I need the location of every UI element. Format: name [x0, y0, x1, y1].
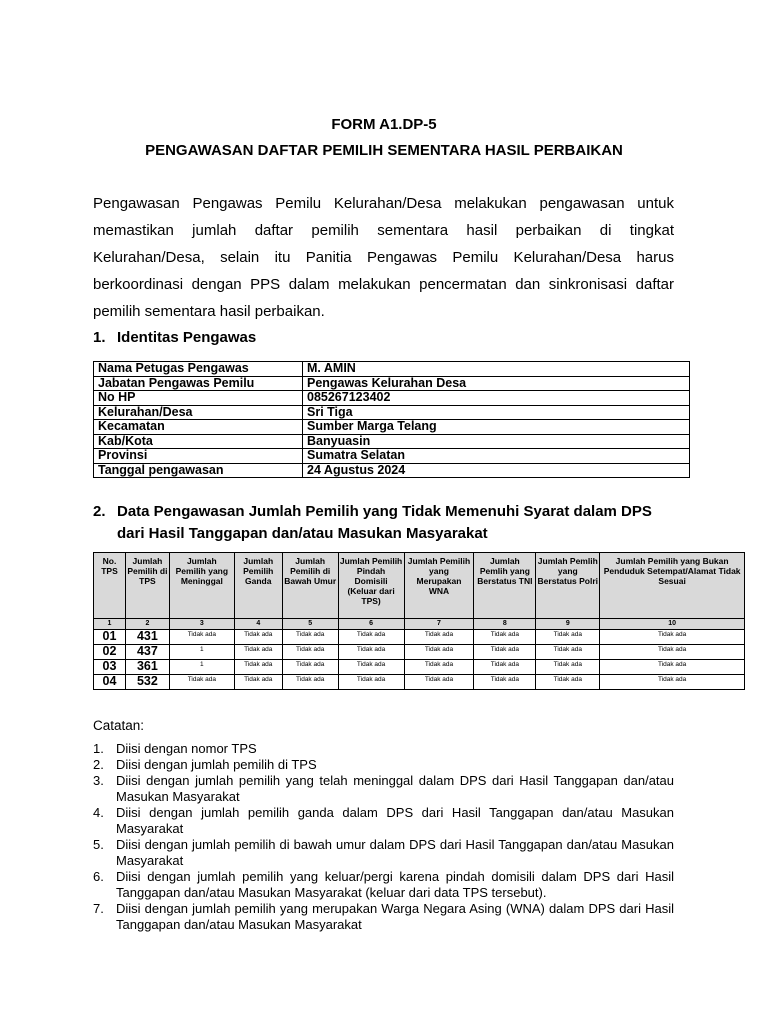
note-item [93, 773, 674, 805]
cell-polri: Tidak ada [536, 645, 600, 660]
col-header-deceased: Jumlah Pemilih yang Meninggal [169, 553, 234, 619]
cell-non-resident: Tidak ada [600, 645, 745, 660]
column-index: 7 [404, 619, 474, 630]
column-index: 5 [282, 619, 338, 630]
table-row [94, 645, 745, 660]
cell-tps: 03 [94, 660, 126, 675]
column-index: 1 [94, 619, 126, 630]
identity-label: Kab/Kota [94, 434, 303, 449]
section-2-number: 2. [93, 503, 106, 520]
cell-underage: Tidak ada [282, 660, 338, 675]
cell-underage: Tidak ada [282, 630, 338, 645]
identity-value: 085267123402 [303, 391, 690, 406]
cell-deceased: 1 [169, 660, 234, 675]
cell-polri: Tidak ada [536, 660, 600, 675]
note-text: Diisi dengan jumlah pemilih di bawah umur dalam DPS dari Hasil Tanggapan dan/atau Masukan Masyarakat [116, 837, 674, 868]
column-index: 10 [600, 619, 745, 630]
note-text: Diisi dengan jumlah pemilih ganda dalam DPS dari Hasil Tanggapan dan/atau Masukan Masyarakat [116, 805, 674, 836]
identity-row [94, 362, 690, 377]
cell-moved: Tidak ada [338, 645, 404, 660]
cell-tni: Tidak ada [474, 660, 536, 675]
cell-duplicate: Tidak ada [234, 630, 282, 645]
column-index: 6 [338, 619, 404, 630]
column-index: 8 [474, 619, 536, 630]
col-header-moved: Jumlah Pemilih Pindah Domisili (Keluar dari TPS) [338, 553, 404, 619]
table-row [94, 660, 745, 675]
intro-paragraph: Pengawasan Pengawas Pemilu Kelurahan/Desa melakukan pengawasan untuk memastikan jumlah daftar pemilih sementara hasil perbaikan di tingkat Kelurahan/Desa, selain itu Panitia Pengawas Pemilu Kelurahan/Desa harus berkoordinasi dengan PPS dalam melakukan pencermatan dan sinkronisasi daftar pemilih sementara hasil perbaikan. [93, 195, 674, 320]
cell-underage: Tidak ada [282, 675, 338, 690]
identity-value: Pengawas Kelurahan Desa [303, 376, 690, 391]
cell-moved: Tidak ada [338, 630, 404, 645]
note-number: 7. [93, 901, 104, 916]
note-number: 2. [93, 757, 104, 772]
note-item [93, 757, 674, 773]
cell-duplicate: Tidak ada [234, 645, 282, 660]
col-header-duplicate: Jumlah Pemilih Ganda [234, 553, 282, 619]
voter-data-table [93, 552, 745, 690]
identity-row [94, 405, 690, 420]
cell-non-resident: Tidak ada [600, 660, 745, 675]
form-code: FORM A1.DP-5 [331, 116, 437, 133]
column-index: 9 [536, 619, 600, 630]
identity-value: M. AMIN [303, 362, 690, 377]
identity-label: Provinsi [94, 449, 303, 464]
col-header-wna: Jumlah Pemilih yang Merupakan WNA [404, 553, 474, 619]
identity-row [94, 420, 690, 435]
identity-label: Kecamatan [94, 420, 303, 435]
form-title: PENGAWASAN DAFTAR PEMILIH SEMENTARA HASIL PERBAIKAN [145, 142, 623, 159]
col-header-underage: Jumlah Pemilih di Bawah Umur [282, 553, 338, 619]
identity-label: Tanggal pengawasan [94, 463, 303, 478]
cell-tps: 04 [94, 675, 126, 690]
cell-wna: Tidak ada [404, 645, 474, 660]
cell-polri: Tidak ada [536, 675, 600, 690]
identity-value: 24 Agustus 2024 [303, 463, 690, 478]
cell-tni: Tidak ada [474, 630, 536, 645]
identity-row [94, 463, 690, 478]
col-header-non-resident: Jumlah Pemilih yang Bukan Penduduk Setempat/Alamat Tidak Sesuai [600, 553, 745, 619]
cell-tni: Tidak ada [474, 645, 536, 660]
note-number: 6. [93, 869, 104, 884]
cell-non-resident: Tidak ada [600, 675, 745, 690]
cell-total: 361 [125, 660, 169, 675]
cell-tps: 01 [94, 630, 126, 645]
cell-total: 532 [125, 675, 169, 690]
note-text: Diisi dengan jumlah pemilih yang keluar/pergi karena pindah domisili dalam DPS dari Hasil Tanggapan dan/atau Masukan Masyarakat (keluar dari data TPS tersebut). [116, 869, 674, 900]
identity-label: Jabatan Pengawas Pemilu [94, 376, 303, 391]
section-1-heading [93, 327, 693, 349]
column-index-row [94, 619, 745, 630]
cell-moved: Tidak ada [338, 660, 404, 675]
identity-label: Kelurahan/Desa [94, 405, 303, 420]
note-number: 4. [93, 805, 104, 820]
col-header-tni: Jumlah Pemlih yang Berstatus TNI [474, 553, 536, 619]
section-1-number: 1. [93, 329, 106, 346]
col-header-total: Jumlah Pemilih di TPS [125, 553, 169, 619]
identity-row [94, 449, 690, 464]
cell-tps: 02 [94, 645, 126, 660]
identity-label: No HP [94, 391, 303, 406]
identity-row [94, 376, 690, 391]
identity-row [94, 391, 690, 406]
cell-non-resident: Tidak ada [600, 630, 745, 645]
cell-wna: Tidak ada [404, 675, 474, 690]
table-row [94, 675, 745, 690]
col-header-tps: No. TPS [94, 553, 126, 619]
identity-value: Sumber Marga Telang [303, 420, 690, 435]
identity-value: Sumatra Selatan [303, 449, 690, 464]
cell-deceased: 1 [169, 645, 234, 660]
cell-duplicate: Tidak ada [234, 675, 282, 690]
section-2-title: Data Pengawasan Jumlah Pemilih yang Tidak Memenuhi Syarat dalam DPS dari Hasil Tanggapan dan/atau Masukan Masyarakat [117, 503, 652, 542]
cell-total: 431 [125, 630, 169, 645]
note-item [93, 901, 674, 933]
cell-moved: Tidak ada [338, 675, 404, 690]
identity-row [94, 434, 690, 449]
note-number: 3. [93, 773, 104, 788]
note-number: 5. [93, 837, 104, 852]
section-2-heading [93, 501, 683, 545]
notes-label: Catatan: [93, 718, 145, 733]
cell-wna: Tidak ada [404, 660, 474, 675]
identity-value: Sri Tiga [303, 405, 690, 420]
note-text: Diisi dengan jumlah pemilih yang merupakan Warga Negara Asing (WNA) dalam DPS dari Hasil Tanggapan dan/atau Masukan Masyarakat [116, 901, 674, 932]
note-item [93, 741, 674, 757]
identity-table [93, 361, 690, 478]
table-header-row [94, 553, 745, 619]
cell-total: 437 [125, 645, 169, 660]
note-text: Diisi dengan nomor TPS [116, 741, 257, 756]
note-text: Diisi dengan jumlah pemilih di TPS [116, 757, 317, 772]
cell-duplicate: Tidak ada [234, 660, 282, 675]
cell-polri: Tidak ada [536, 630, 600, 645]
note-text: Diisi dengan jumlah pemilih yang telah meninggal dalam DPS dari Hasil Tanggapan dan/atau Masukan Masyarakat [116, 773, 674, 804]
notes-list [93, 741, 674, 933]
column-index: 4 [234, 619, 282, 630]
note-item [93, 805, 674, 837]
cell-deceased: Tidak ada [169, 675, 234, 690]
cell-wna: Tidak ada [404, 630, 474, 645]
identity-label: Nama Petugas Pengawas [94, 362, 303, 377]
cell-tni: Tidak ada [474, 675, 536, 690]
cell-underage: Tidak ada [282, 645, 338, 660]
column-index: 3 [169, 619, 234, 630]
note-item [93, 869, 674, 901]
col-header-polri: Jumlah Pemlih yang Berstatus Polri [536, 553, 600, 619]
cell-deceased: Tidak ada [169, 630, 234, 645]
note-number: 1. [93, 741, 104, 756]
section-1-title: Identitas Pengawas [117, 329, 257, 346]
identity-value: Banyuasin [303, 434, 690, 449]
note-item [93, 837, 674, 869]
column-index: 2 [125, 619, 169, 630]
table-row [94, 630, 745, 645]
